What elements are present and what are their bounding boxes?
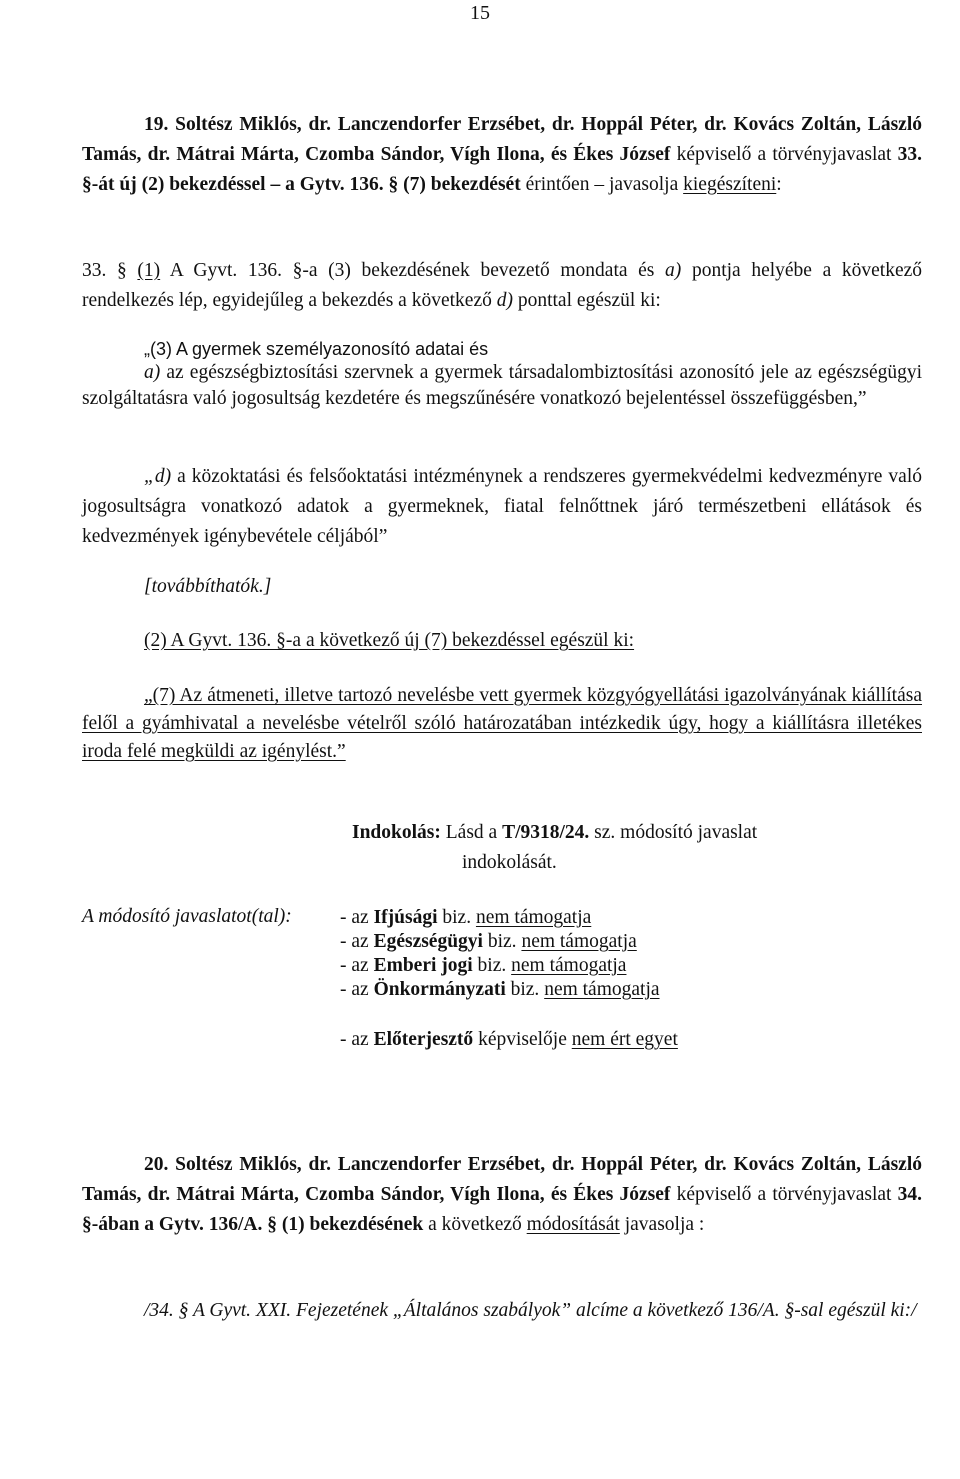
vote-result: nem támogatja	[475, 907, 592, 928]
committee-name: Egészségügyi	[373, 931, 483, 952]
section-33-1	[82, 256, 922, 316]
justification-text-2: sz. módosító javaslat	[594, 822, 758, 843]
item-20-text-3: javasolja :	[624, 1214, 705, 1235]
section-33-2	[82, 626, 922, 656]
quote-7	[82, 682, 922, 766]
justification-label: Indokolás:	[352, 822, 441, 843]
item-20-authors: Soltész Miklós, dr. Lanczendorfer Erzsébet, dr. Hoppál Péter, dr. Kovács Zoltán, László Tamás, dr. Mátrai Márta, Czomba Sándor, Vígh Ilona, és Ékes József	[82, 1154, 923, 1205]
section-33-1-text-c: ponttal egészül ki:	[517, 290, 661, 311]
item-20-text-2: a következő	[428, 1214, 522, 1235]
eloterjeszto-name: Előterjesztő	[373, 1029, 474, 1050]
item-19-text-1: képviselő a törvényjavaslat	[676, 144, 892, 165]
item-19-authors: Soltész Miklós, dr. Lanczendorfer Erzsébet, dr. Hoppál Péter, dr. Kovács Zoltán, László Tamás, dr. Mátrai Márta, Czomba Sándor, Vígh Ilona, és Ékes József	[82, 114, 923, 165]
vote-result: nem támogatja	[544, 979, 660, 1000]
item-20-action: módosítását	[526, 1214, 620, 1235]
quote-7-text: „(7) Az átmeneti, illetve tartozó nevelésbe vett gyermek közgyógyellátási igazolványának kiállítása felől a gyámhivatal a nevelésbe vételről szóló határozatában intézkedik úgy, hogy a kiállításra illetékes iroda felé megküldi az igénylést.”	[82, 685, 922, 762]
quote-point-a-text: az egészségbiztosítási szervnek a gyermek társadalombiztosítási azonosító jele az egészségügyi szolgáltatásra való jogosultság kezdetére és megszűnésére vonatkozó bejelentéssel összefüggésben,”	[82, 362, 923, 409]
section-33-2-text: (2) A Gyvt. 136. §-a a következő új (7) bekezdéssel egészül ki:	[144, 630, 635, 651]
vote-row: - az Ifjúsági biz. nem támogatja	[340, 907, 592, 928]
item-19-action: kiegészíteni	[683, 174, 777, 195]
item-20-number: 20.	[144, 1154, 169, 1175]
quote-3-text: „(3) A gyermek személyazonosító adatai és	[144, 339, 489, 359]
committee-name: Önkormányzati	[373, 979, 506, 1000]
vote-result: nem támogatja	[511, 955, 627, 976]
item-19-header	[82, 110, 922, 200]
quote-point-d-text: a közoktatási és felsőoktatási intézménynek a rendszeres gyermekvédelmi kedvezményre való jogosultságra vonatkozó adatok a gyermeknek, fiatal felnőttnek járó természetbeni ellátások és kedvezmények igénybevétele céljából”	[82, 466, 923, 547]
tovabbithatok	[82, 572, 922, 602]
item-20-header	[82, 1150, 922, 1240]
vote-row: - az Emberi jogi biz. nem támogatja	[340, 955, 627, 976]
item-20-text-1: képviselő a törvényjavaslat	[676, 1184, 892, 1205]
quote-point-d	[82, 462, 922, 552]
vote-result: nem támogatja	[521, 931, 637, 952]
committee-name: Ifjúsági	[373, 907, 438, 928]
item-19-reference: 33. §-át új (2) bekezdéssel – a Gytv. 136. § (7) bekezdését	[82, 144, 922, 195]
committee-name: Emberi jogi	[373, 955, 473, 976]
tovabbithatok-text: [továbbíthatók.]	[144, 576, 272, 597]
quote-point-d-label: „d)	[144, 466, 172, 487]
subsection-1-label: (1)	[137, 260, 161, 281]
item-20-quote-text: /34. § A Gyvt. XXI. Fejezetének „Általános szabályok” alcíme a következő 136/A. §-sal egészül ki:/	[144, 1300, 917, 1321]
justification	[352, 818, 832, 878]
item-19-text-3: :	[776, 174, 782, 195]
quote-point-a-label: a)	[144, 362, 161, 383]
section-33-1-text-b: pontja helyébe a következő rendelkezés lép, egyidejűleg a bekezdés a következő	[82, 260, 923, 311]
point-a-ref: a)	[665, 260, 682, 281]
justification-ref: T/9318/24.	[502, 822, 590, 843]
item-20-reference: 34. §-ában a Gytv. 136/A. § (1) bekezdésének	[82, 1184, 922, 1235]
eloterjeszto-result: nem ért egyet	[571, 1029, 678, 1050]
proposal-label: A módosító javaslatot(tal):	[82, 906, 292, 927]
quote-point-a	[82, 360, 922, 412]
page-number: 15	[470, 2, 490, 24]
item-19-number: 19.	[144, 114, 169, 135]
committee-votes	[340, 906, 678, 1052]
vote-row: - az Önkormányzati biz. nem támogatja	[340, 979, 660, 1000]
justification-text-3: indokolását.	[462, 852, 557, 873]
item-20-quote	[82, 1296, 922, 1326]
section-33-label: 33. §	[82, 260, 127, 281]
item-19-text-2: érintően – javasolja	[525, 174, 679, 195]
point-d-ref: d)	[496, 290, 513, 311]
vote-row-eloterjeszto: - az Előterjesztő képviselője nem ért egyet	[340, 1029, 678, 1050]
section-33-1-text-a: A Gyvt. 136. §-a (3) bekezdésének bevezető mondata és	[169, 260, 655, 281]
justification-text-1: Lásd a	[445, 822, 498, 843]
vote-row: - az Egészségügyi biz. nem támogatja	[340, 931, 637, 952]
